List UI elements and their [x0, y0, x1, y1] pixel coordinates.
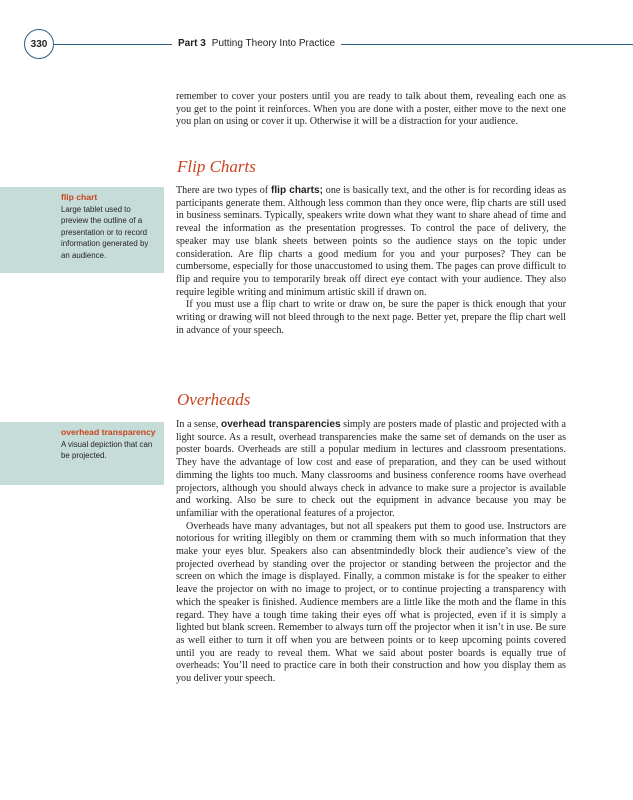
flip-charts-heading: Flip Charts: [177, 157, 256, 176]
glossary-term: overhead transparency: [61, 427, 156, 437]
flip-charts-paragraph-2: If you must use a flip chart to write or draw on, be sure the paper is thick enough that your writing or drawing will not bleed through to the next page. Better yet, prepare the flip chart well in advance of your speech.: [176, 299, 566, 336]
glossary-term: flip chart: [61, 192, 98, 202]
overheads-heading: Overheads: [177, 390, 251, 409]
glossary-definition: Large tablet used to preview the outline of a presentation or to record information generated by an audience.: [61, 205, 149, 260]
header-rule: [54, 44, 633, 45]
part-title: Putting Theory Into Practice: [211, 38, 336, 49]
glossary-definition: A visual depiction that can be projected.: [61, 440, 153, 461]
intro-paragraph: [176, 91, 566, 129]
overheads-paragraph-2: Overheads have many advantages, but not all speakers put them to good use. Instructors are notorious for writing illegibly on them or cramming them with so much information that they make your eyes blur. Speakers also can absentmindedly block their audience’s view of the projected overhead by standing over the projector or standing between the projector and the screen on which the image is displayed. Finally, a common mistake is for the speaker to either leave the projector on with no image to project, or to continue projecting a transparency with which the speaker is finished. Audience members are a little like the moth and the flame in this regard. They have a tough time taking their eyes off what is projected, even if it is simply a lighted but blank screen. Remember to always turn off the projector when it isn’t in use. Be sure as well either to turn it off when you are between points or to keep upcoming points covered until you are ready to reveal them. What we said about poster boards is equally true of overheads: You’ll need to practice care in both their construction and how you display them as you deliver your speech.: [176, 520, 566, 685]
part-label: Part 3: [178, 38, 206, 49]
flip-charts-paragraph-1: There are two types of flip charts; one is basically text, and the other is for recording ideas as participants generate them. Although less common than they once were, flip charts are still used in business seminars. Typically, speakers write down what they want to share ahead of time and reveal the information as the presentation progresses. To control the pace of delivery, the speaker may use blank sheets between points so the audience stays on the topic under consideration. Are flip charts a good medium for you and your purposes? They can be cumbersome, especially for those unaccustomed to using them. The pages can prove difficult to flip and require you to temporarily break off direct eye contact with your audience. They also require legible writing and minimum artistic skill if drawn on.: [176, 185, 567, 298]
key-term-overhead-transparencies: overhead transparencies: [221, 419, 341, 430]
glossary-overhead-transparency: [0, 422, 164, 485]
key-term-flip-charts: flip charts;: [271, 185, 323, 196]
overheads-paragraph-1: In a sense, overhead transparencies simply are posters made of plastic and projected with a light source. As a result, overhead transparencies make the same set of demands on the user as poster boards. Overheads are still a popular medium in lectures and classroom presentations. They have the advantage of low cost and ease of preparation, and they can be used without dimming the lights too much. Many classrooms and business conference rooms have overhead projectors, although you should always check in advance to make sure a projector is available and working. Also be sure to check out the equipment in advance because you may be unfamiliar with the operational features of a projector.: [176, 419, 566, 519]
running-head: [172, 38, 341, 49]
intro-text: remember to cover your posters until you are ready to talk about them, revealing each one as you get to the point it reinforces. When you are done with a poster, either move to the next one you plan on using or cover it up. Otherwise it will be a distraction for your audience.: [176, 91, 566, 128]
overheads-body: [176, 419, 566, 686]
flip-charts-body: [176, 185, 566, 337]
page-number: 330: [24, 29, 54, 59]
glossary-flip-chart: [0, 187, 164, 273]
